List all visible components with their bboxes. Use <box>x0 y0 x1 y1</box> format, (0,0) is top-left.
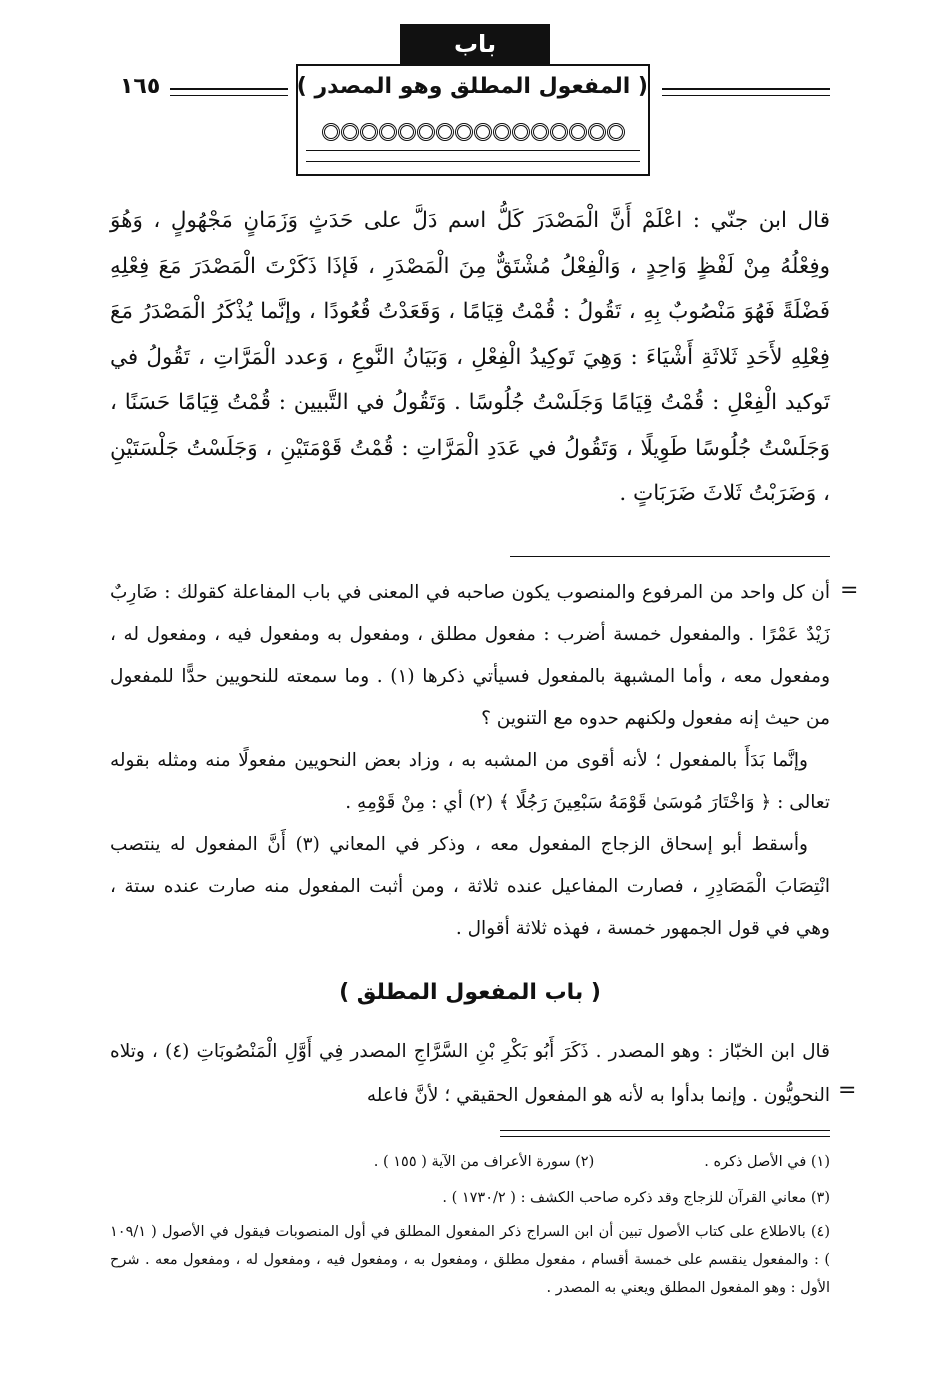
footnote-2: (٢) سورة الأعراف من الآية ( ١٥٥ ) . <box>373 1154 595 1170</box>
continuation-paragraph-3: وأسقط أبو إسحاق الزجاج المفعول معه ، وذكر في المعاني (٣) أَنَّ المفعول له ينتصب انْتِصَابَ الْمَصَادِرِ ، فصارت المفاعيل عنده ثلاثة ، ومن أثبت المفعول منه صارت عنده ستة ، وهي في قول الجمهور خمسة ، فهذه ثلاثة أقوال . <box>110 834 830 939</box>
continuation-paragraph-1: أن كل واحد من المرفوع والمنصوب يكون صاحبه في المعنى في باب المفاعلة كقولك : ضَارِبٌ زَيْدٌ عَمْرًا . والمفعول خمسة أضرب : مفعول مطلق ، ومفعول به ومفعول فيه ، ومفعول له ، ومفعول معه ، وأما المشبهة بالمفعول فسيأتي ذكرها (١) . وما سمعته للنحويين حدًّا للمفعول من حيث إنه مفعول ولكنهم حدوه مع التنوين ؟ <box>110 582 831 729</box>
title-frame <box>296 64 650 176</box>
page-number: ١٦٥ <box>120 74 161 99</box>
chapter-title: ( المفعول المطلق وهو المصدر ) <box>296 74 648 99</box>
section-label: باب <box>453 30 497 58</box>
section-paragraph: قال ابن الخبّاز : وهو المصدر . ذَكَرَ أَبُو بَكْرِ بْنِ السَّرَّاجِ المصدر فِي أَوَّلِ الْمَنْصُوبَاتِ (٤) ، وتلاه النحويُّون . وإنما بدأوا به لأنه هو المفعول الحقيقي ؛ لأنَّ فاعله <box>110 1041 830 1106</box>
header-rule-right-thin <box>662 95 830 96</box>
footnote-row-1 <box>110 1148 830 1176</box>
header-rule-left <box>170 88 288 90</box>
footnote-3: (٣) معاني القرآن للزجاج وقد ذكره صاحب الكشف : ( ١٧٣٠/٢ ) . <box>442 1190 830 1206</box>
continuation-block <box>110 572 830 950</box>
continuation-marker: = <box>840 578 859 603</box>
separator-line <box>510 556 830 557</box>
section-label-box <box>400 24 550 64</box>
header-rule-left-thin <box>170 95 288 96</box>
header-rule-right <box>662 88 830 90</box>
footnote-rule-thin <box>500 1136 830 1137</box>
section-heading: ( باب المفعول المطلق ) <box>339 980 601 1005</box>
footnote-4: (٤) بالاطلاع على كتاب الأصول تبين أن ابن السراج ذكر المفعول المطلق في أول المنصوبات فيقول في الأصول ( ١٠٩/١ ) : والمفعول ينقسم على خمسة أقسام ، مفعول مطلق ، ومفعول به ، ومفعول فيه ، ومفعول له ، ومفعول معه . شرح الأول : وهو المفعول المطلق ويعني به المصدر . <box>110 1224 830 1296</box>
ornament-band <box>312 120 634 146</box>
continuation-paragraph-2: وإنَّما بَدَأَ بالمفعول ؛ لأنه أقوى من المشبه به ، وزاد بعض النحويين مفعولًا منه ومثله بقوله تعالى : ﴿ وَاخْتَارَ مُوسَىٰ قَوْمَهُ سَبْعِينَ رَجُلًا ﴾ (٢) أي : مِنْ قَوْمِهِ . <box>110 750 830 813</box>
footnote-rule <box>500 1130 830 1131</box>
section-continuation-marker: = <box>838 1078 857 1103</box>
main-paragraph: قال ابن جنّي : اعْلَمْ أَنَّ الْمَصْدَرَ كَلُّ اسم دَلَّ على حَدَثٍ وَزَمَانٍ مَجْهُولٍ ، وَهُوَ وفِعْلُهُ مِنْ لَفْظٍ وَاحِدٍ ، وَالْفِعْلُ مُشْتَقٌّ مِنَ الْمَصْدَرِ ، فَإذَا ذَكَرْتَ الْمَصْدَرَ مَعَ فِعْلِهِ فَضْلَةً فَهُوَ مَنْصُوبٌ بِهِ ، تَقُولُ : قُمْتُ قِيَامًا ، وَقَعَدْتُ قُعُودًا ، وإنَّما يُذْكَرُ الْمَصْدَرُ مَعَ فِعْلِهِ لأَحَدِ ثَلاثَةِ أَشْيَاءَ : وَهِيَ تَوكِيدُ الْفِعْلِ ، وَبَيَانُ النَّوعِ ، وَعدد الْمَرَّاتِ ، تَقُولُ في تَوكيد الْفِعْلِ : قُمْتُ قِيَامًا وَجَلَسْتُ جُلُوسًا . وَتَقُولُ في التَّبيين : قُمْتُ قِيَامًا حَسَنًا ، وَجَلَسْتُ جُلُوسًا طَوِيلًا ، وَتَقُولُ في عَدَدِ الْمَرَّاتِ : قُمْتُ قَوْمَتَيْنِ ، وَجَلَسْتُ جَلْسَتَيْنِ ، وَضَرَبْتُ ثَلاثَ ضَرَبَاتٍ . <box>110 208 830 506</box>
frame-double-line <box>306 150 640 162</box>
footnote-1: (١) في الأصل ذكره . <box>704 1154 830 1170</box>
